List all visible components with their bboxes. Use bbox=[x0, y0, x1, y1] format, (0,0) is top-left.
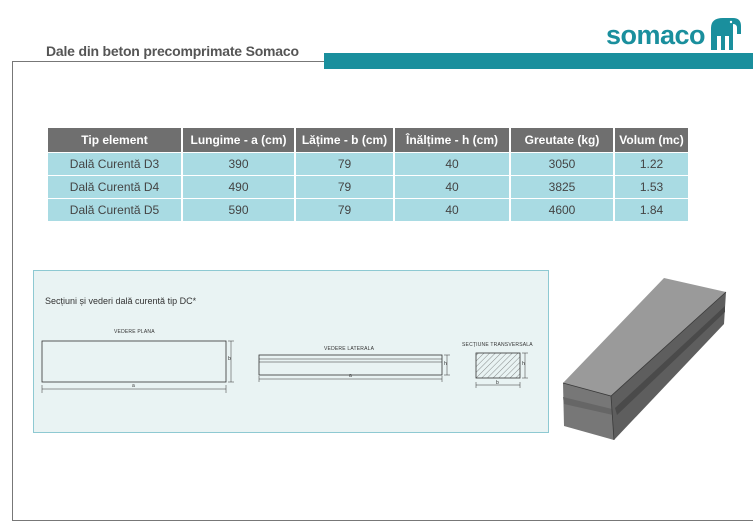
header-cell: Înălțime - h (cm) bbox=[395, 128, 509, 152]
page-title: Dale din beton precomprimate Somaco bbox=[46, 43, 299, 59]
header-cell: Lungime - a (cm) bbox=[183, 128, 294, 152]
table-row bbox=[48, 198, 688, 221]
cross-section-drawing bbox=[476, 353, 528, 388]
table-cell: 390 bbox=[183, 152, 294, 175]
frame-line-top bbox=[12, 61, 324, 62]
plan-view-drawing bbox=[42, 341, 234, 393]
technical-drawings bbox=[34, 271, 548, 432]
table-cell: 3050 bbox=[511, 152, 613, 175]
dim-h-label: h bbox=[444, 361, 447, 367]
table-cell: 1.84 bbox=[615, 198, 688, 221]
table-cell: 40 bbox=[395, 198, 509, 221]
side-view-label: VEDERE LATERALA bbox=[324, 346, 375, 352]
cross-section-label: SECȚIUNE TRANSVERSALA bbox=[462, 342, 533, 348]
table-row bbox=[48, 175, 688, 198]
drawings-panel bbox=[33, 270, 549, 433]
dim-b-label: b bbox=[228, 356, 231, 362]
table-row bbox=[48, 152, 688, 175]
dim-b-section-label: b bbox=[496, 380, 499, 386]
dim-a-label: a bbox=[132, 383, 135, 389]
logo bbox=[606, 10, 745, 50]
table-cell: 1.53 bbox=[615, 175, 688, 198]
header-cell: Volum (mc) bbox=[615, 128, 688, 152]
table-cell: Dală Curentă D3 bbox=[48, 152, 181, 175]
table-cell: 79 bbox=[296, 152, 393, 175]
header-accent-bar bbox=[324, 53, 753, 69]
dim-a-side-label: a bbox=[349, 373, 352, 379]
table-cell: 590 bbox=[183, 198, 294, 221]
header-cell: Tip element bbox=[48, 128, 181, 152]
side-view-drawing bbox=[259, 355, 450, 382]
plan-view-label: VEDERE PLANA bbox=[114, 329, 155, 335]
slab-3d-render bbox=[560, 278, 730, 443]
table-cell: 1.22 bbox=[615, 152, 688, 175]
table-header-row bbox=[48, 128, 688, 152]
table-cell: Dală Curentă D4 bbox=[48, 175, 181, 198]
table-cell: 40 bbox=[395, 152, 509, 175]
table-cell: 4600 bbox=[511, 198, 613, 221]
drawings-title: Secțiuni și vederi dală curentă tip DC* bbox=[45, 296, 197, 306]
table-cell: 79 bbox=[296, 198, 393, 221]
header-cell: Lățime - b (cm) bbox=[296, 128, 393, 152]
frame-line-bottom bbox=[12, 520, 753, 521]
table-cell: 40 bbox=[395, 175, 509, 198]
header-cell: Greutate (kg) bbox=[511, 128, 613, 152]
elephant-logo-icon bbox=[707, 14, 745, 50]
dim-h-section-label: h bbox=[522, 361, 525, 367]
logo-text: somaco bbox=[606, 20, 706, 50]
table-cell: Dală Curentă D5 bbox=[48, 198, 181, 221]
specifications-table bbox=[46, 128, 690, 221]
table-cell: 3825 bbox=[511, 175, 613, 198]
frame-line-left bbox=[12, 61, 13, 521]
table-cell: 490 bbox=[183, 175, 294, 198]
table-cell: 79 bbox=[296, 175, 393, 198]
